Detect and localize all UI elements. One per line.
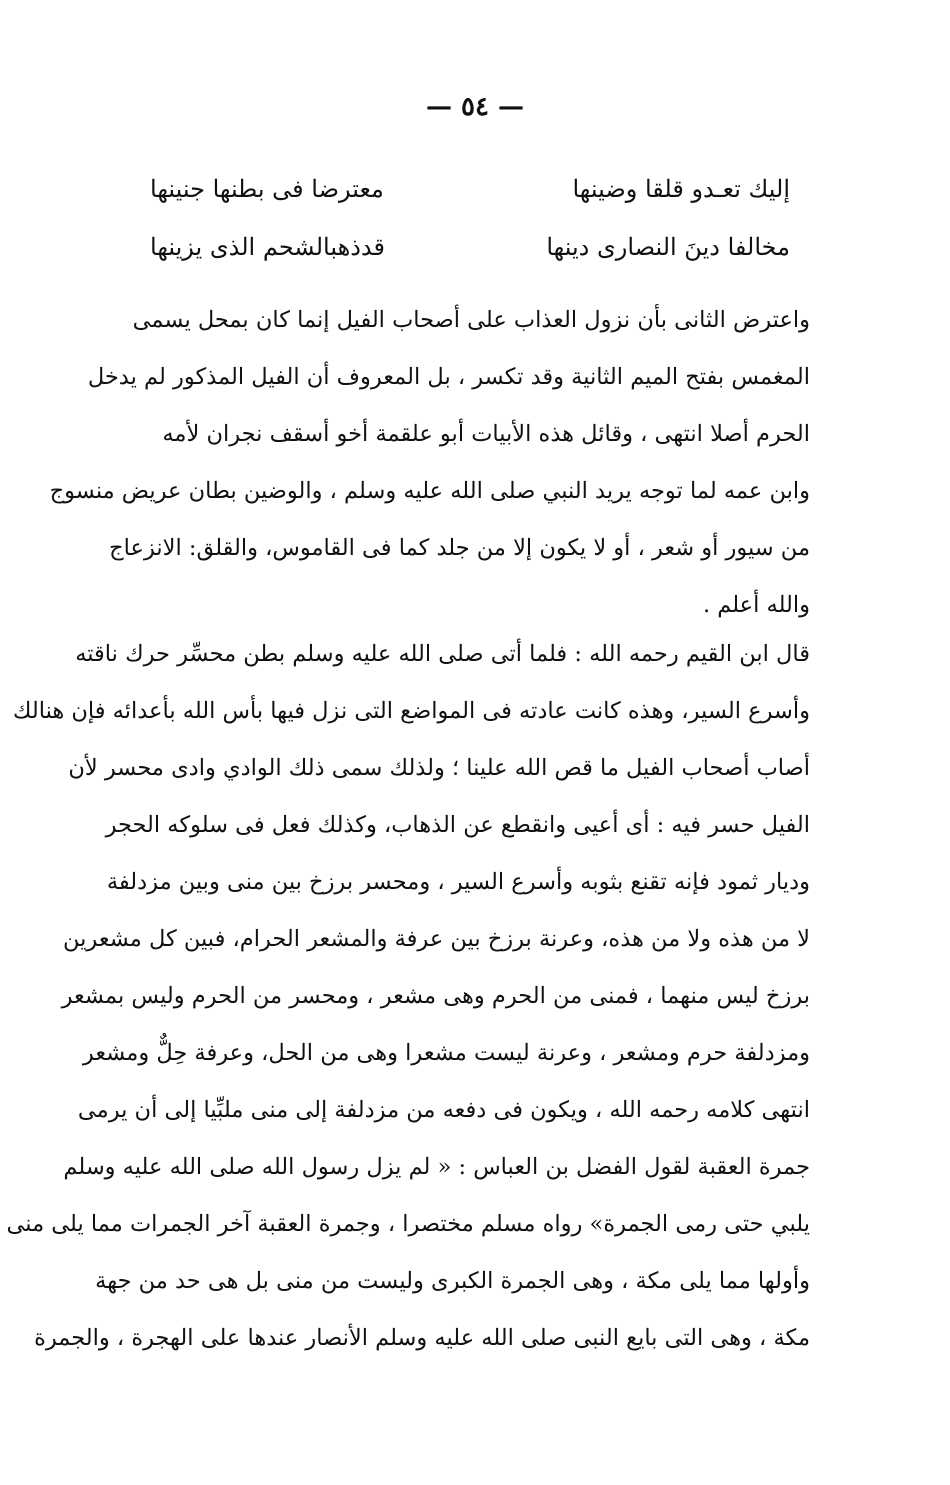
text-line: وأولها مما يلى مكة ، وهى الجمرة الكبرى وليست من منى بل هى حد من جهة <box>95 1268 810 1294</box>
text-line: جمرة العقبة لقول الفضل بن العباس : « لم يزل رسول الله صلى الله عليه وسلم <box>63 1154 810 1180</box>
poem <box>150 160 790 276</box>
text-line: يلبي حتى رمى الجمرة» رواه مسلم مختصرا ، وجمرة العقبة آخر الجمرات مما يلى منى <box>6 1211 810 1237</box>
first-hemistich: مخالفا دينَ النصارى دينها <box>546 233 790 261</box>
text-line: والله أعلم . <box>702 592 810 618</box>
text-line: وأسرع السير، وهذه كانت عادته فى المواضع التى نزل فيها بأس الله بأعدائه فإن هنالك <box>12 698 810 724</box>
verse-line <box>150 218 790 276</box>
page-number: — ٥٤ — <box>425 92 525 122</box>
text-line: المغمس بفتح الميم الثانية وقد تكسر ، بل المعروف أن الفيل المذكور لم يدخل <box>87 364 810 390</box>
text-line: الحرم أصلا انتهى ، وقائل هذه الأبيات أبو علقمة أخو أسقف نجران لأمه <box>162 421 810 447</box>
text-line: وديار ثمود فإنه تقنع بثوبه وأسرع السير ، ومحسر برزخ بين منى وبين مزدلفة <box>106 869 810 895</box>
second-hemistich: معترضا فى بطنها جنينها <box>150 175 384 203</box>
text-line: لا من هذه ولا من هذه، وعرنة برزخ بين عرفة والمشعر الحرام، فبين كل مشعرين <box>63 926 810 952</box>
text-line: برزخ ليس منهما ، فمنى من الحرم وهى مشعر ، ومحسر من الحرم وليس بمشعر <box>61 983 810 1009</box>
text-line: من سيور أو شعر ، أو لا يكون إلا من جلد كما فى القاموس، والقلق: الانزعاج <box>109 535 810 561</box>
text-line: الفيل حسر فيه : أى أعيى وانقطع عن الذهاب، وكذلك فعل فى سلوكه الحجر <box>105 812 810 838</box>
paragraph-2 <box>6 626 810 1367</box>
second-hemistich: قدذهبالشحم الذى يزينها <box>150 233 385 261</box>
text-line: قال ابن القيم رحمه الله : فلما أتى صلى الله عليه وسلم بطن محسِّر حرك ناقته <box>75 641 810 667</box>
text-line: واعترض الثانى بأن نزول العذاب على أصحاب الفيل إنما كان بمحل يسمى <box>132 307 810 333</box>
text-line: وابن عمه لما توجه يريد النبي صلى الله عليه وسلم ، والوضين بطان عريض منسوج <box>49 478 810 504</box>
first-hemistich: إليك تعـدو قلقا وضينها <box>572 175 790 203</box>
text-line: ومزدلفة حرم ومشعر ، وعرنة ليست مشعرا وهى من الحل، وعرفة حِلٌّ ومشعر <box>82 1040 810 1066</box>
text-line: أصاب أصحاب الفيل ما قص الله علينا ؛ ولذلك سمى ذلك الوادي وادى محسر لأن <box>68 755 810 781</box>
verse-line <box>150 160 790 218</box>
text-line: مكة ، وهى التى بايع النبى صلى الله عليه وسلم الأنصار عندها على الهجرة ، والجمرة <box>34 1325 810 1351</box>
paragraph-1 <box>49 292 810 634</box>
text-line: انتهى كلامه رحمه الله ، ويكون فى دفعه من مزدلفة إلى منى ملبِّيا إلى أن يرمى <box>77 1097 810 1123</box>
